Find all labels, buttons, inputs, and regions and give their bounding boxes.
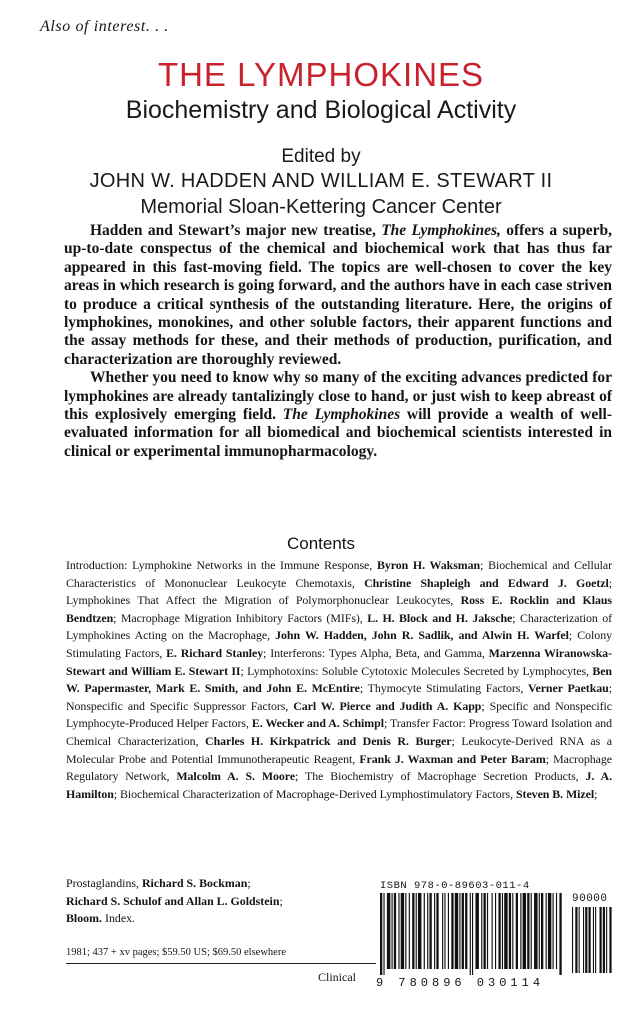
barcode-addon-bar <box>583 907 584 973</box>
barcode-addon-bar <box>589 907 591 973</box>
chapter-title: ; Macrophage Migration Inhibitory Factors (MIFs), <box>113 610 368 625</box>
barcode-bar <box>495 893 496 969</box>
editors-affiliation: Memorial Sloan-Kettering Cancer Center <box>140 196 502 218</box>
chapter-title: ; Leukocyte-Derived RNA as a Molecular Probe and Potential Immunotherapeutic Reagent, <box>66 733 612 766</box>
barcode-bar <box>383 893 384 975</box>
barcode-bar <box>412 893 414 969</box>
contents-heading: Contents <box>286 534 356 553</box>
chapter-author: Steven B. Mizel <box>515 786 595 801</box>
category-label: Clinical <box>318 970 356 984</box>
barcode-bar <box>436 893 438 969</box>
editors-names: JOHN W. HADDEN AND WILLIAM E. STEWART II <box>89 170 553 192</box>
chapter-author: Marzenna Wiranowska-Stewart and William E. Stewart II <box>66 645 612 678</box>
desc-p1-book-title: The Lymphokines, <box>381 222 501 239</box>
chapter-title: Prostaglandins, <box>66 876 142 890</box>
chapter-author: Charles H. Kirkpatrick and Denis R. Burger <box>205 733 452 748</box>
edited-by-label: Edited by <box>281 146 361 167</box>
chapter-author: J. A. Hamilton <box>66 769 612 801</box>
barcode-bar <box>541 893 543 969</box>
chapter-author: Verner Paetkau <box>528 681 609 696</box>
barcode-bar <box>434 893 435 969</box>
contents-list <box>66 557 612 803</box>
barcode-bar <box>481 893 482 969</box>
contents-end-line-2 <box>66 893 366 911</box>
barcode-bar <box>546 893 547 969</box>
barcode-bar <box>462 893 464 969</box>
barcode-bar <box>401 893 404 969</box>
description-block <box>64 222 612 461</box>
chapter-title: ; Characterization of Lymphokines Acting on the Macrophage, <box>66 610 613 643</box>
barcode-bar <box>380 893 382 975</box>
barcode-bar <box>548 893 551 969</box>
chapter-author: Richard S. Bockman <box>141 876 248 890</box>
barcode-bar <box>516 893 518 969</box>
barcode-bar <box>504 893 507 969</box>
barcode-bar <box>470 893 471 975</box>
barcode-bar <box>484 893 486 969</box>
desc-p2-text-a: Whether you need to know why so many of the exciting advances predicted for lymphokines are already tantalizingly close to hand, or just wish to keep abreast of this explosively emerging field. <box>64 369 612 424</box>
chapter-title: ; <box>247 876 251 890</box>
barcode-bar <box>472 893 473 975</box>
chapter-title: ; Thymocyte Stimulating Factors, <box>359 681 529 696</box>
chapter-title: ; Nonspecific and Specific Suppressor Factors, <box>66 681 612 713</box>
chapter-title: ; <box>279 893 283 908</box>
barcode-bar <box>451 893 453 969</box>
chapter-author: Ben W. Papermaster, Mark E. Smith, and John E. McEntire <box>66 663 612 696</box>
barcode-bar <box>418 893 421 969</box>
chapter-title: ; Biochemical Characterization of Macrophage-Derived Lymphostimulatory Factors, <box>113 786 516 801</box>
chapter-author: E. Richard Stanley <box>166 645 264 660</box>
barcode-bar <box>424 893 425 969</box>
chapter-author: Frank J. Waxman and Peter Baram <box>359 751 546 766</box>
barcode-addon-bar <box>595 907 596 973</box>
chapter-author: Christine Shapleigh and Edward J. Goetzl <box>364 575 609 590</box>
chapter-title: Introduction: Lymphokine Networks in the Immune Response, <box>66 558 377 572</box>
barcode-addon-bar <box>593 907 594 973</box>
barcode-bar <box>498 893 500 969</box>
barcode-bar <box>509 893 511 969</box>
chapter-author: Carl W. Pierce and Judith A. Kapp <box>293 698 482 713</box>
chapter-title: ; Lymphotoxins: Soluble Cytotoxic Molecules Secreted by Lymphocytes, <box>240 663 593 678</box>
barcode-bar <box>534 893 537 969</box>
barcode-icon <box>376 893 612 977</box>
chapter-title: Index. <box>102 911 136 926</box>
contents-end-line-3 <box>66 910 366 928</box>
chapter-author: Richard S. Schulof and Allan L. Goldstein <box>66 893 280 908</box>
desc-p1-text-b: offers a superb, up-to-date conspectus of the chemical and biochemical work that has thus far appeared in this fast-moving field. The topics are well-chosen to cover the key areas in which research is going forward, and the authors have in each case striven to produce a critical synthesis of the outstanding literature. Here, the origins of lymphokines, monokines, and other soluble factors, their apparent functions and the assay methods for these, and their methods of production, purification, and characterization are thoroughly reviewed. <box>64 222 612 368</box>
desc-p1-text-a: Hadden and Stewart’s major new treatise, <box>90 222 382 239</box>
barcode-bar <box>392 893 393 969</box>
description-paragraph-2 <box>64 369 612 461</box>
description-paragraph-1 <box>64 222 612 369</box>
book-title: THE LYMPHOKINES <box>157 56 485 93</box>
barcode-addon-bar <box>600 907 602 973</box>
chapter-title: ; Colony Stimulating Factors, <box>66 628 612 660</box>
barcode-addon-bar <box>603 907 605 973</box>
contents-end-line-1 <box>66 875 366 893</box>
chapter-title: ; Specific and Nonspecific Lymphocyte-Produced Helper Factors, <box>66 698 612 731</box>
also-of-interest-label: Also of interest. . . <box>40 18 169 35</box>
barcode-bar <box>398 893 399 969</box>
chapter-author: Byron H. Waksman <box>376 558 481 572</box>
barcode-bar <box>559 893 561 975</box>
barcode-number: 9 780896 030114 <box>376 976 545 990</box>
desc-p2-book-title: The Lymphokines <box>282 406 401 424</box>
barcode-addon-bar <box>572 907 573 973</box>
barcode-bar <box>502 893 503 969</box>
book-subtitle: Biochemistry and Biological Activity <box>125 96 517 124</box>
barcode-bar <box>553 893 554 969</box>
barcode-bar <box>455 893 458 969</box>
chapter-author: John W. Hadden, John R. Sadlik, and Alwin H. Warfel <box>275 628 569 643</box>
chapter-author: Bloom. <box>66 911 103 926</box>
price-info: 1981; 437 + xv pages; $59.50 US; $69.50 elsewhere <box>66 947 286 958</box>
barcode-addon-bar <box>585 907 587 973</box>
contents-list-end <box>66 875 366 928</box>
barcode-bar <box>427 893 428 969</box>
barcode-bar <box>465 893 467 969</box>
barcode-bar <box>539 893 540 969</box>
barcode-bar <box>409 893 410 969</box>
barcode-bar <box>448 893 449 969</box>
barcode-bar <box>531 893 532 969</box>
barcode-bar <box>492 893 493 969</box>
isbn-text: ISBN 978-0-89603-011-4 <box>380 880 530 892</box>
barcode-bar <box>429 893 431 969</box>
chapter-title: ; <box>594 786 598 801</box>
barcode-bar <box>523 893 526 969</box>
barcode-bar <box>405 893 406 969</box>
chapter-title: ; Macrophage Regulatory Network, <box>66 751 612 784</box>
barcode-addon-bar <box>575 907 577 973</box>
barcode-bar <box>416 893 417 969</box>
chapter-title: ; Interferons: Types Alpha, Beta, and Gamma, <box>263 645 489 660</box>
chapter-author: Ross E. Rocklin and Klaus Bendtzen <box>66 593 612 625</box>
barcode-addon-bar <box>606 907 607 973</box>
price-code-text: 90000 <box>572 893 608 905</box>
desc-p2-text-b: will provide a wealth of well-evaluated information for all biomedical and biochemical scientists interested in clinical or experimental immunopharmacology. <box>64 406 612 460</box>
barcode-addon-bar <box>609 907 611 973</box>
chapter-author: Malcolm A. S. Moore <box>176 769 296 784</box>
barcode-bar <box>459 893 460 969</box>
chapter-author: E. Wecker and A. Schimpl <box>251 716 384 731</box>
chapter-title: ; The Biochemistry of Macrophage Secretion Products, <box>295 769 586 784</box>
chapter-title: ; Biochemical and Cellular Characteristics of Mononuclear Leukocyte Chemotaxis, <box>66 558 612 590</box>
chapter-title: ; Transfer Factor: Progress Toward Isolation and Chemical Characterization, <box>66 716 613 748</box>
barcode-bar <box>444 893 445 969</box>
barcode-bar <box>487 893 488 969</box>
barcode-bar <box>556 893 557 969</box>
barcode-bar <box>475 893 478 969</box>
barcode-bar <box>394 893 396 969</box>
barcode-bar <box>520 893 521 969</box>
barcode-addon-bar <box>579 907 580 973</box>
barcode-bar <box>512 893 513 969</box>
barcode-bar <box>527 893 529 969</box>
footer-divider <box>66 963 376 964</box>
chapter-author: L. H. Block and H. Jaksche <box>367 610 513 625</box>
barcode-bar <box>442 893 443 969</box>
barcode-bar <box>387 893 390 969</box>
chapter-title: ; Lymphokines That Affect the Migration of Polymorphonuclear Leukocytes, <box>66 575 612 608</box>
